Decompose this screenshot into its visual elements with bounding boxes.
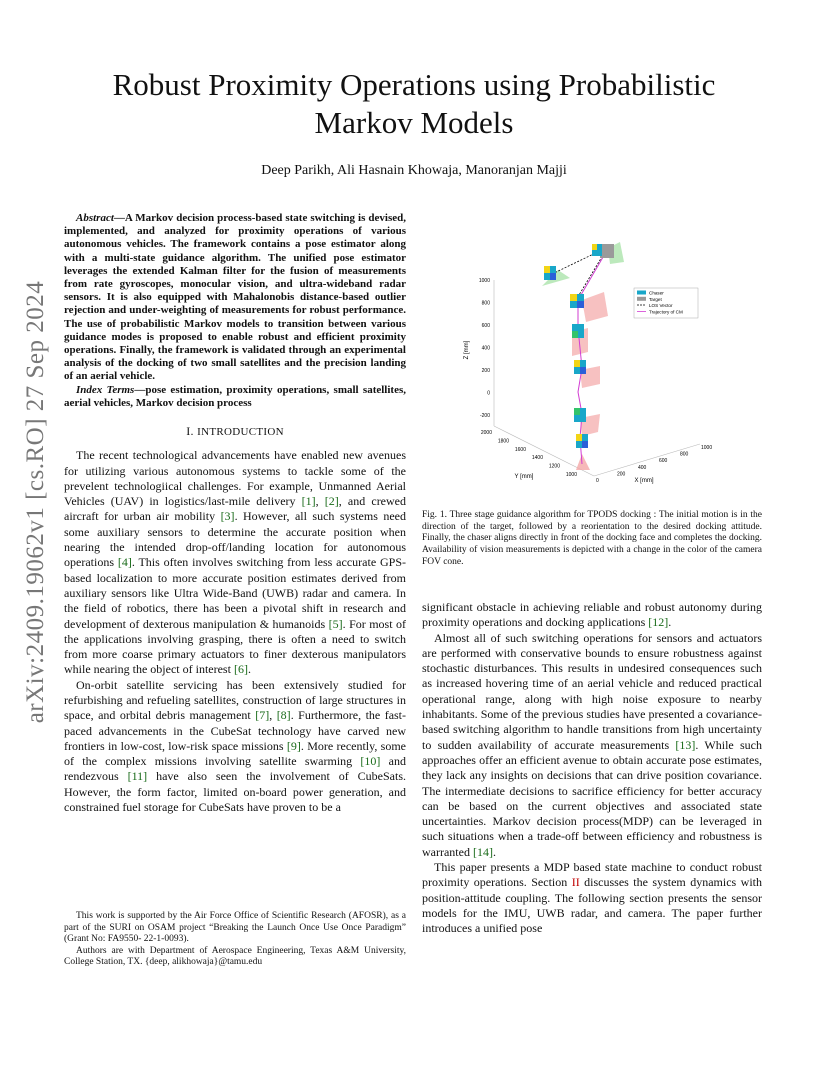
y-tick-labels <box>481 430 577 478</box>
author-list: Deep Parikh, Ali Hasnain Khowaja, Manoranjan Majji <box>261 163 567 178</box>
footnote-affiliation: Authors are with Department of Aerospace Engineering, Texas A&M University, College Station, TX. {deep, alikhowaja}@tamu.edu <box>64 945 406 967</box>
citation-link[interactable]: [3] <box>220 509 235 524</box>
legend-chaser: Chaser <box>649 290 664 296</box>
figure-caption: Fig. 1. Three stage guidance algorithm for TPODS docking : The initial motion is in the direction of the target, followed by a reorientation to the desired docking attitude. Finally, the chaser aligns directly in front of the docking face and completes the docking. Availability of vision measurements is depicted with a change in the color of the camera FOV cone. <box>422 510 762 567</box>
text-segment: , <box>315 494 325 509</box>
text-segment: . <box>247 662 251 677</box>
plot-legend <box>634 288 698 318</box>
citation-link[interactable]: [12] <box>648 615 669 630</box>
z-tick-labels <box>479 278 490 419</box>
text-segment: . However, all such systems need some auxiliary sensors to determine the accurate position when nearing the intended drop-off/landing location for autonomous operations <box>64 509 406 570</box>
x-tick-label: 800 <box>680 451 689 458</box>
legend-target: Target <box>649 296 662 302</box>
citation-link[interactable]: [11] <box>127 769 148 784</box>
z-tick-label: 800 <box>481 300 490 307</box>
y-tick-label: 2000 <box>480 430 492 436</box>
section-number: I. <box>186 424 194 439</box>
legend-trajectory: Trajectory of CM <box>649 309 683 315</box>
y-tick-label: 1200 <box>548 463 560 470</box>
text-segment: . <box>668 615 672 630</box>
citation-link[interactable]: [8] <box>276 708 291 723</box>
text-segment: , <box>269 708 277 723</box>
legend-los: LOS Vector <box>649 303 673 308</box>
citation-link[interactable]: [4] <box>117 555 132 570</box>
arxiv-identifier: arXiv:2409.19062v1 [cs.RO] 27 Sep 2024 <box>22 280 49 724</box>
x-axis-label: X [mm] <box>634 478 654 484</box>
y-tick-label: 1600 <box>514 446 526 453</box>
x-tick-label: 1000 <box>701 445 713 451</box>
x-tick-label: 200 <box>617 471 626 478</box>
citation-link[interactable]: [10] <box>360 754 381 769</box>
text-segment: . <box>492 844 496 859</box>
text-segment: . This often involves switching from less accurate GPS-based localization to more accurate position estimates derived from auxiliary sensors like Ultra Wide-Band (UWB) radar and camera. In the field of robotics, there has been a pivotal shift in research and development of dexterous manipulation & humanoids <box>64 555 406 631</box>
y-axis-label: Y [mm] <box>514 474 534 480</box>
target-body <box>600 244 614 258</box>
x-axis-line <box>594 444 700 476</box>
text-segment: , and crewed aircraft for urban air mobility <box>64 494 407 524</box>
y-tick-label: 1400 <box>531 455 543 462</box>
abstract <box>64 212 406 384</box>
figure-1 <box>448 238 738 494</box>
citation-link[interactable]: [13] <box>675 737 696 752</box>
text-segment: This paper presents a MDP based state machine to conduct robust proximity operations. Section <box>422 860 762 890</box>
text-segment: . While such approaches offer an efficient avenue to obtain accurate pose estimates, they lack any insights on decisions that can drive position covariance. The intermediate decisions to sacrifice efficiency for better accuracy can be based on the current objectives and associated state uncertainties. Markov decision process(MDP) can be leveraged in such situations when a trade-off between efficiency and robustness is warranted <box>422 737 762 859</box>
index-terms-text: —pose estimation, proximity operations, small satellites, aerial vehicles, Markov decision process <box>64 383 406 409</box>
z-tick-label: -200 <box>479 413 490 419</box>
y-tick-label: 1800 <box>497 438 509 445</box>
x-tick-labels <box>596 445 712 484</box>
footnote-funding: This work is supported by the Air Force Office of Scientific Research (AFOSR), as a part of the SURI on OSAM project “Breaking the Launch Once Use Once Paradigm” (Grant No: FA9550- 22-1-0093). <box>64 911 406 944</box>
text-segment: . Furthermore, the fast-paced advancements in the CubeSat technology have carved new frontiers in low-cost, low-risk space missions <box>64 708 407 753</box>
text-segment: The recent technological advancements have enabled new avenues for utilizing various autonomous systems to tackle some of the prevelent technologiical challenges. For example, Unmanned Aerial Vehicles (UAV) in logistics/last-mile delivery <box>64 448 406 509</box>
footnotes <box>64 911 406 969</box>
trajectory-plot <box>448 238 738 494</box>
intro-paragraph-2 <box>64 678 406 816</box>
text-segment: discusses the system dynamics with position-attitude coupling. The following section presents the sensor models for the IMU, UWB radar, and camera. The paper further introduces a unified pose <box>422 875 763 936</box>
right-paragraph-2 <box>422 631 762 860</box>
citation-link[interactable]: [2] <box>324 494 339 509</box>
z-tick-label: 400 <box>481 345 490 352</box>
text-segment: significant obstacle in achieving reliable and robust autonomy during proximity operations and docking applications <box>422 600 762 630</box>
intro-paragraph-1 <box>64 448 406 677</box>
citation-link[interactable]: [5] <box>328 616 343 631</box>
text-segment: On-orbit satellite servicing has been extensively studied for refurbishing and refueling satellites, construction of large structures in space, and orbital debris management <box>64 677 406 723</box>
x-tick-label: 400 <box>638 464 647 471</box>
paper-title: Robust Proximity Operations using Probabilistic Markov Models <box>112 67 716 140</box>
right-column <box>422 600 762 937</box>
fov-cone-bottom <box>576 454 590 470</box>
index-terms-label: Index Terms <box>76 383 135 396</box>
z-tick-label: 1000 <box>478 278 490 284</box>
text-segment: Almost all of such switching operations for sensors and actuators are performed with conservative bounds to ensure robustness against stochastic disturbances. This results in undesired consequences such as increased hovering time of an aerial vehicle and reduced practical operational range, along with high noise exposure to nearby inhabitants. Some of the previous studies have presented a covariance-based switching algorithm to handle transitions from high uncertainty to sudden availability of accurate measurements <box>422 630 762 752</box>
text-segment: and rendezvous <box>64 754 407 784</box>
text-segment: . For most of the applications involving grasping, there is often a need to switch from more coarse primary actuators to finer dexterous manipulators while nearing the object of interest <box>64 616 406 677</box>
x-tick-label: 0 <box>596 478 599 484</box>
citation-link[interactable]: [14] <box>472 844 493 859</box>
right-paragraph-continued <box>422 600 762 631</box>
text-segment: have also seen the involvement of CubeSats. However, the form factor, limited on-board power generation, and constrained fuel storage for CubeSats have proven to be a <box>64 769 406 815</box>
text-segment: . More recently, some of the complex missions involving satellite swarming <box>64 738 407 769</box>
z-axis-label: Z [mm] <box>464 340 470 360</box>
index-terms <box>64 384 406 410</box>
z-tick-label: 0 <box>487 390 490 397</box>
right-paragraph-3 <box>422 860 762 936</box>
abstract-text: —A Markov decision process-based state switching is devised, implemented, and analyzed for proximity operations of various autonomous vehicles. The framework contains a pose estimator along with a multi-state guidance algorithm. The unified pose estimator leverages the extended Kalman filter for the fusion of measurements from rate gyroscopes, monocular vision, and ultra-wideband radar sensors. It is also equipped with Mahalonobis distance-based outlier rejection and under-weighting of measurements for robust performance. The use of probabilistic Markov models to transition between various guidance modes is proposed to enable robust and efficient proximity operations. Finally, the framework is validated through an experimental analysis of the docking of two small satellites and the precision landing of an aerial vehicle. <box>64 212 406 383</box>
section-title: INTRODUCTION <box>197 426 284 439</box>
y-tick-label: 1000 <box>565 472 577 478</box>
z-tick-label: 600 <box>481 323 490 329</box>
fov-cone-red-1 <box>582 292 608 322</box>
section-reference-link[interactable]: II <box>571 875 580 890</box>
section-heading-introduction <box>64 424 406 440</box>
citation-link[interactable]: [6] <box>233 662 248 677</box>
x-tick-label: 600 <box>659 458 668 465</box>
citation-link[interactable]: [7] <box>255 708 270 723</box>
abstract-label: Abstract <box>76 212 114 224</box>
citation-link[interactable]: [1] <box>301 494 316 509</box>
citation-link[interactable]: [9] <box>286 738 301 753</box>
z-tick-label: 200 <box>481 368 490 374</box>
left-column <box>64 212 406 815</box>
